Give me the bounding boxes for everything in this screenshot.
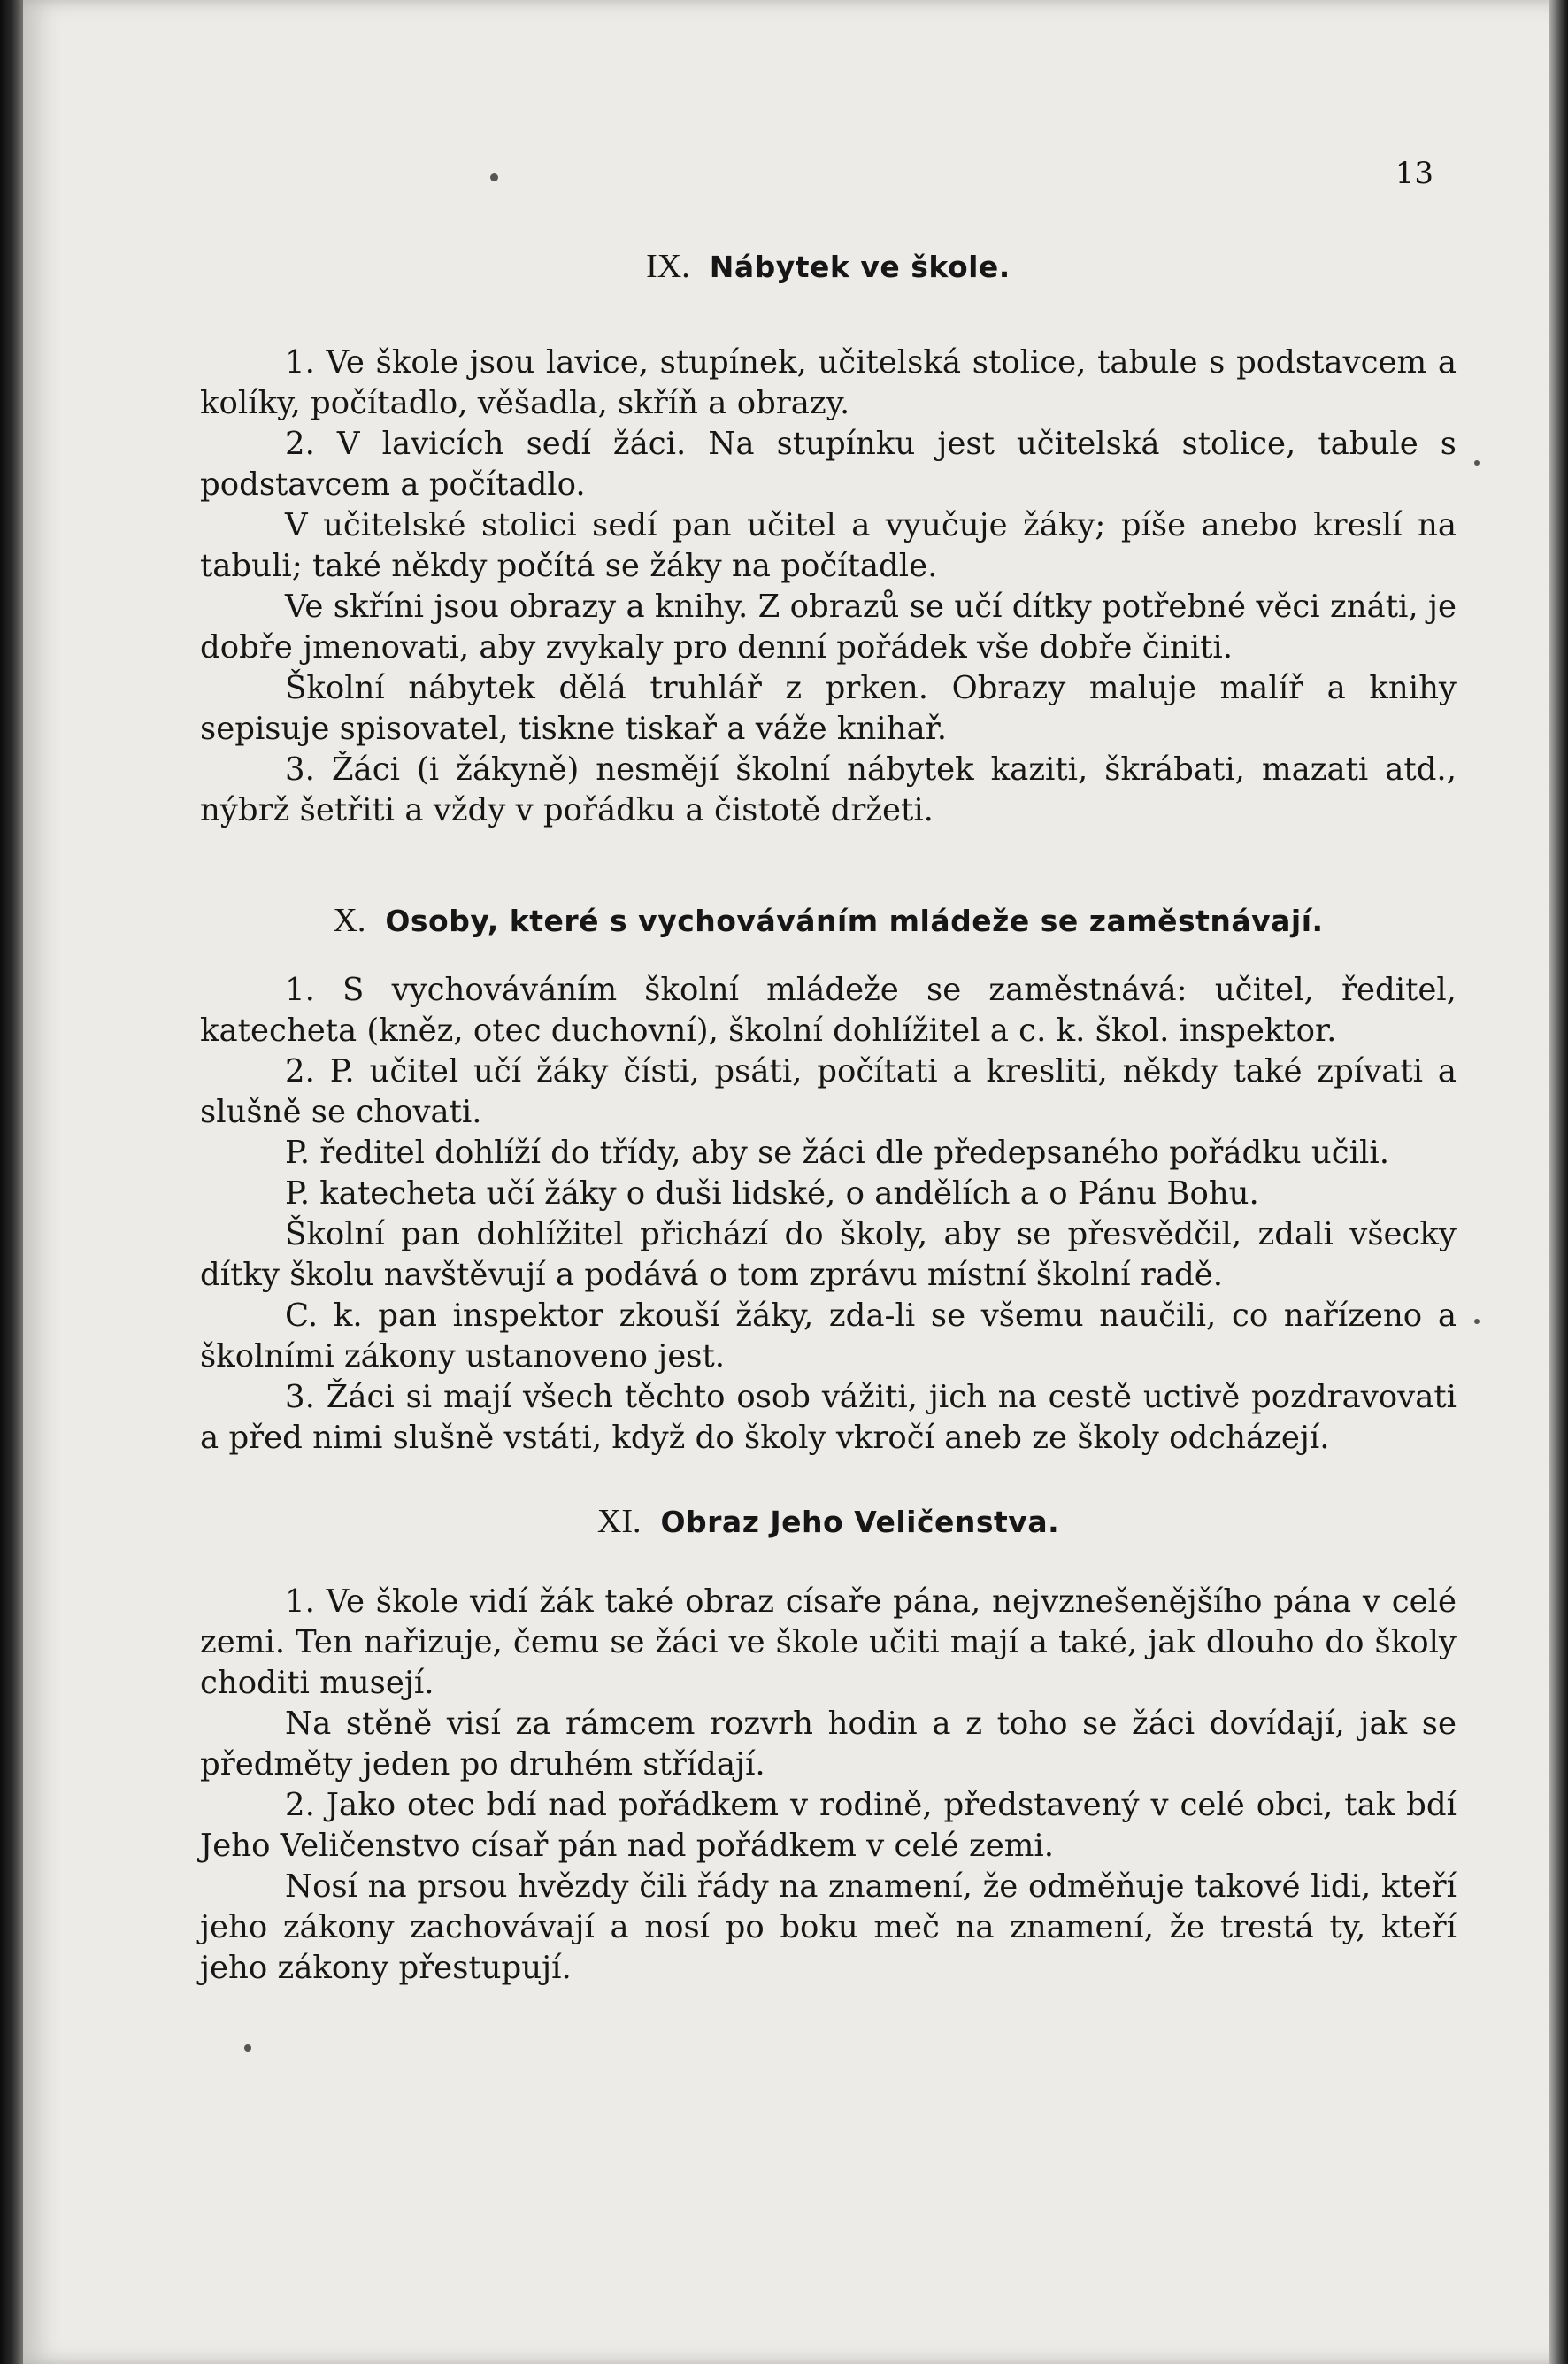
paper-speck [244,2044,251,2052]
paragraph: 1. S vychováváním školní mládeže se zaměstnává: učitel, ředitel, katecheta (kněz, otec duchovní), školní dohlížitel a c. k. škol. inspektor. [200,972,1457,1049]
page-right-edge [1549,0,1568,2364]
section-title: Nábytek ve škole. [709,250,1011,284]
paragraph: V učitelské stolici sedí pan učitel a vyučuje žáky; píše anebo kreslí na tabuli; také někdy počítá se žáky na počítadle. [200,507,1457,584]
paragraph: 3. Žáci si mají všech těchto osob vážiti, jich na cestě uctivě pozdravovati a před nimi slušně vstáti, když do školy vkročí aneb ze školy odcházejí. [200,1379,1457,1456]
section-number: X. [333,902,366,939]
paragraph: 2. P. učitel učí žáky čísti, psáti, počítati a kresliti, někdy také zpívati a slušně se chovati. [200,1053,1457,1130]
section-heading-ix [200,241,1457,288]
section-number: XI. [596,1503,642,1540]
section-title: Obraz Jeho Veličenstva. [660,1505,1060,1539]
page-content [200,241,1457,1989]
book-page [23,0,1568,2364]
paragraph: Školní nábytek dělá truhlář z prken. Obrazy maluje malíř a knihy sepisuje spisovatel, tiskne tiskař a váže knihař. [200,670,1457,747]
paragraph: 1. Ve škole jsou lavice, stupínek, učitelská stolice, tabule s podstavcem a kolíky, počítadlo, věšadla, skříň a obrazy. [200,344,1457,421]
paper-speck [490,173,498,181]
paragraph: 2. V lavicích sedí žáci. Na stupínku jest učitelská stolice, tabule s podstavcem a počítadlo. [200,426,1457,503]
paragraph: Nosí na prsou hvězdy čili řády na znamení, že odměňuje takové lidi, kteří jeho zákony zachovávají a nosí po boku meč na znamení, že trestá ty, kteří jeho zákony přestupují. [200,1868,1457,1986]
paragraph: 2. Jako otec bdí nad pořádkem v rodině, představený v celé obci, tak bdí Jeho Veličenstvo císař pán nad pořádkem v celé zemi. [200,1787,1457,1864]
paper-speck [1474,460,1480,466]
section-title: Osoby, které s vychováváním mládeže se zaměstnávají. [385,904,1324,938]
section-heading-x [200,895,1457,942]
paragraph: Na stěně visí za rámcem rozvrh hodin a z toho se žáci dovídají, jak se předměty jeden po druhém střídají. [200,1706,1457,1783]
paper-speck [1474,1319,1480,1324]
page-number: 13 [1395,156,1433,191]
paragraph: P. katecheta učí žáky o duši lidské, o andělích a o Pánu Bohu. [285,1175,1259,1212]
paragraph: 1. Ve škole vidí žák také obraz císaře pána, nejvznešenějšího pána v celé zemi. Ten nařizuje, čemu se žáci ve škole učiti mají a také, jak dlouho do školy choditi musejí. [200,1583,1457,1701]
paragraph: 3. Žáci (i žákyně) nesmějí školní nábytek kaziti, škrábati, mazati atd., nýbrž šetřiti a vždy v pořádku a čistotě držeti. [200,751,1457,828]
paragraph: Školní pan dohlížitel přichází do školy, aby se přesvědčil, zdali všecky dítky školu navštěvují a podává o tom zprávu místní školní radě. [200,1216,1457,1293]
section-number: IX. [646,248,690,285]
paragraph: Ve skříni jsou obrazy a knihy. Z obrazů se učí dítky potřebné věci znáti, je dobře jmenovati, aby zvykaly pro denní pořádek vše dobře činiti. [200,589,1457,666]
paragraph: P. ředitel dohlíží do třídy, aby se žáci dle předepsaného pořádku učili. [285,1135,1389,1171]
paragraph: C. k. pan inspektor zkouší žáky, zda-li se všemu naučili, co nařízeno a školními zákony ustanoveno jest. [200,1298,1457,1375]
section-heading-xi [200,1496,1457,1543]
